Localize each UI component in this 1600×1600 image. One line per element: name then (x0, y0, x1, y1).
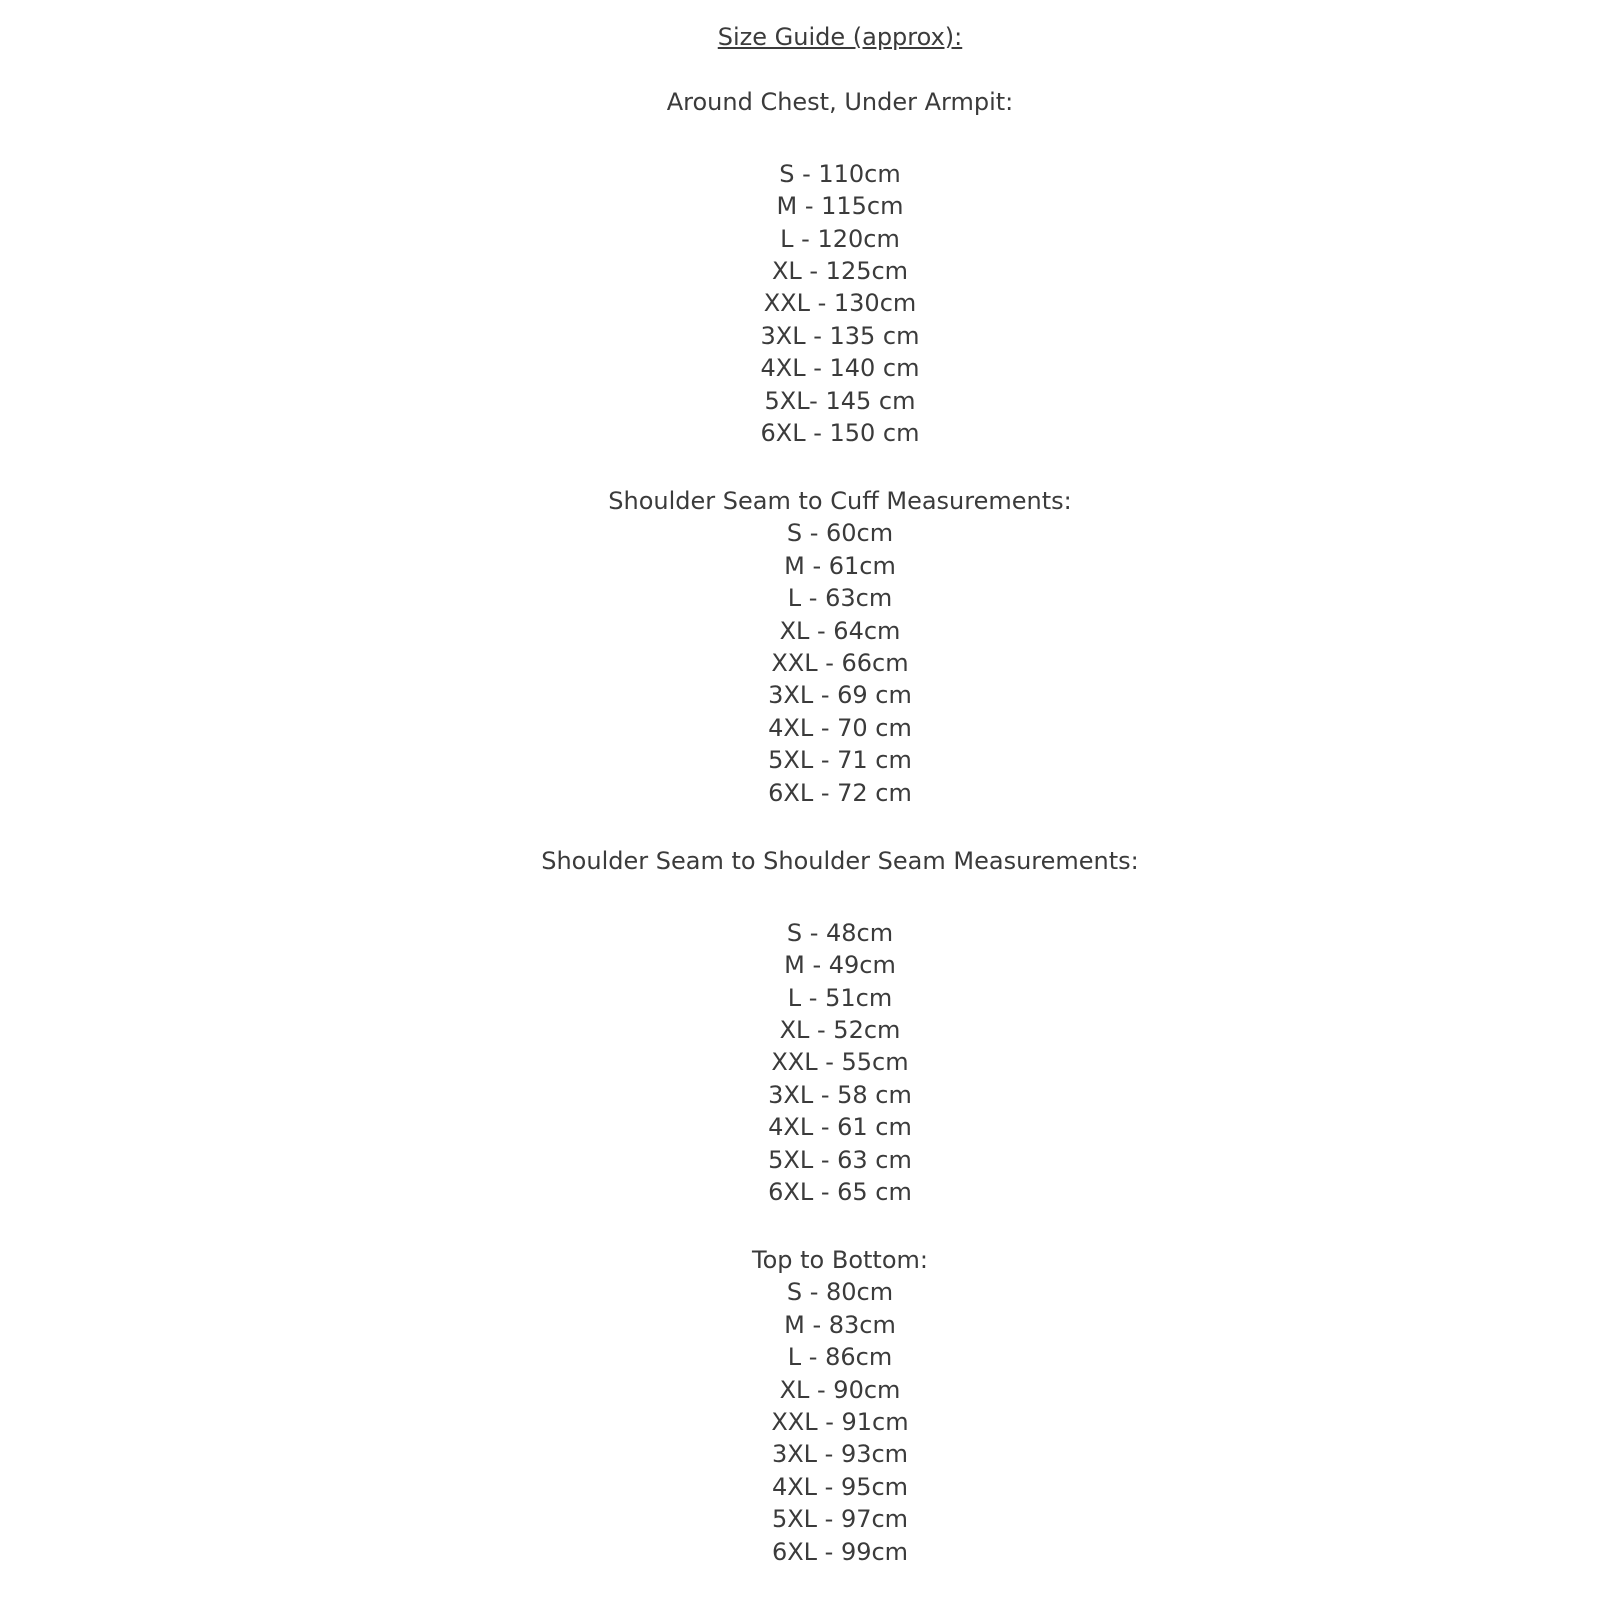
size-section (80, 485, 1600, 809)
size-line: XXL - 91cm (771, 1407, 909, 1436)
size-line: 3XL - 69 cm (768, 681, 912, 710)
size-line: 4XL - 95cm (771, 1472, 909, 1501)
size-section (80, 845, 1600, 1209)
size-line: M - 61cm (784, 551, 896, 580)
size-line: 5XL - 71 cm (768, 746, 912, 775)
size-line: 6XL - 72 cm (768, 778, 912, 807)
size-list (80, 917, 1600, 1209)
size-section (80, 86, 1600, 450)
size-line: XXL - 66cm (771, 649, 909, 678)
size-line: S - 80cm (786, 1278, 894, 1307)
size-line: XXL - 130cm (763, 289, 917, 318)
size-list (80, 517, 1600, 809)
section-heading: Top to Bottom: (752, 1245, 928, 1274)
size-line: XL - 125cm (771, 257, 909, 286)
size-line: L - 63cm (787, 584, 893, 613)
size-line: 3XL - 58 cm (768, 1080, 912, 1109)
size-line: L - 51cm (787, 983, 893, 1012)
size-line: 4XL - 140 cm (760, 354, 920, 383)
size-line: L - 120cm (780, 224, 900, 253)
size-line: M - 49cm (784, 951, 896, 980)
size-line: 5XL- 145 cm (764, 386, 916, 415)
size-line: XL - 90cm (779, 1375, 901, 1404)
page-title: Size Guide (approx): (717, 23, 963, 51)
size-line: XL - 52cm (779, 1015, 901, 1044)
size-line: 6XL - 65 cm (768, 1177, 912, 1206)
size-line: M - 83cm (784, 1310, 896, 1339)
size-line: 3XL - 135 cm (760, 321, 920, 350)
size-line: 3XL - 93cm (771, 1440, 909, 1469)
size-line: M - 115cm (776, 192, 904, 221)
size-list (80, 1276, 1600, 1568)
size-sections (80, 86, 1600, 1568)
size-line: 6XL - 99cm (771, 1537, 909, 1566)
size-list (80, 158, 1600, 450)
size-line: 4XL - 70 cm (768, 713, 912, 742)
size-line: XXL - 55cm (771, 1048, 909, 1077)
size-line: 5XL - 63 cm (768, 1145, 912, 1174)
size-line: 4XL - 61 cm (768, 1113, 912, 1142)
size-section (80, 1244, 1600, 1568)
section-heading: Shoulder Seam to Cuff Measurements: (608, 487, 1072, 516)
section-heading: Around Chest, Under Armpit: (666, 87, 1014, 116)
size-line: S - 48cm (786, 918, 894, 947)
section-heading: Shoulder Seam to Shoulder Seam Measurements: (541, 846, 1139, 875)
size-line: XL - 64cm (779, 616, 901, 645)
size-line: 5XL - 97cm (771, 1505, 909, 1534)
size-line: 6XL - 150 cm (760, 419, 920, 448)
size-line: L - 86cm (787, 1343, 893, 1372)
size-line: S - 110cm (779, 159, 901, 188)
size-line: S - 60cm (786, 519, 894, 548)
